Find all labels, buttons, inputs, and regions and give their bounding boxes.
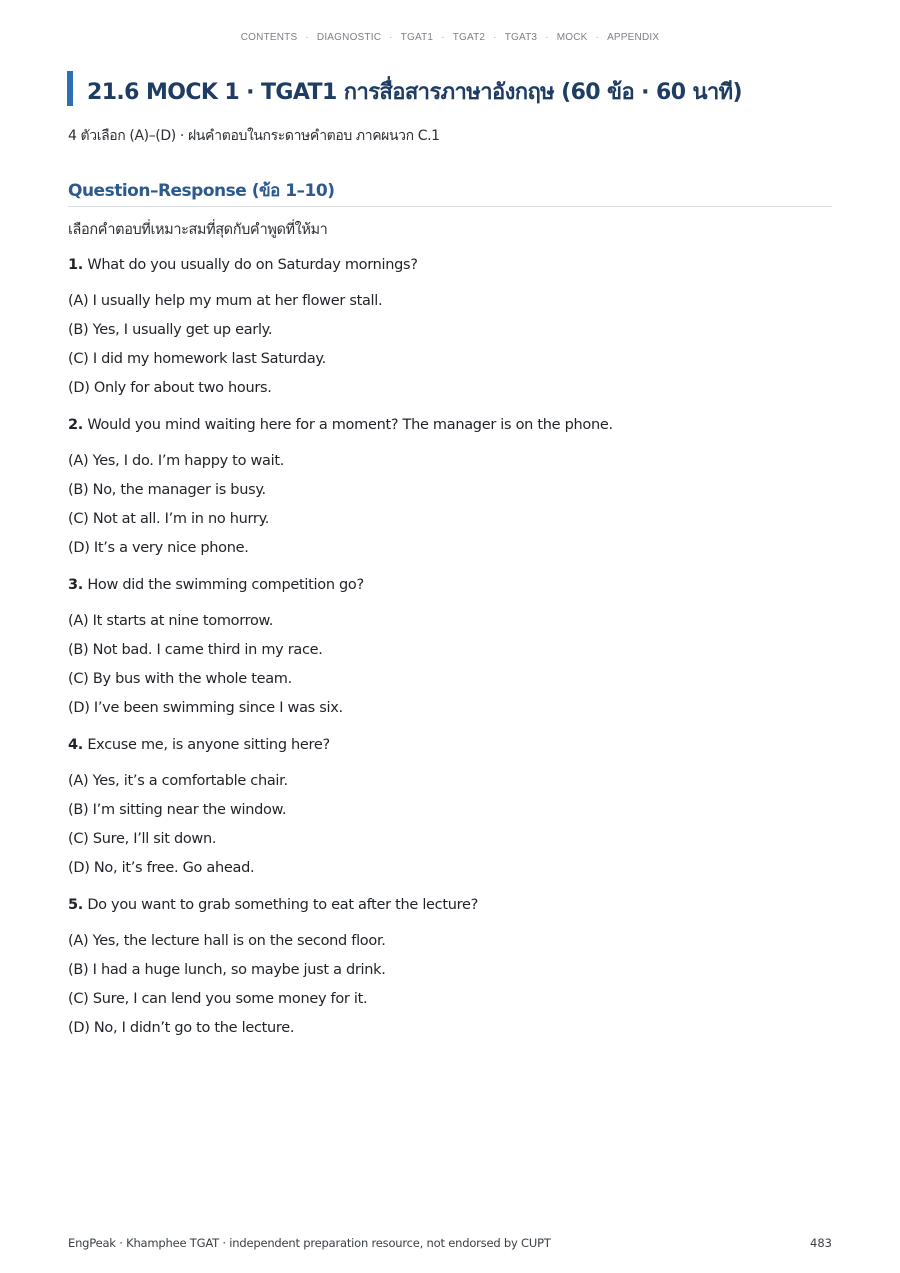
option-a: (A) Yes, it’s a comfortable chair. (68, 773, 288, 789)
option-a: (A) Yes, the lecture hall is on the second floor. (68, 933, 386, 949)
question-2 (68, 414, 832, 566)
page-number: 483 (810, 1236, 832, 1250)
question-number: 3. (68, 577, 83, 593)
option-d: (D) No, I didn’t go to the lecture. (68, 1020, 295, 1036)
question-text: Would you mind waiting here for a moment? The manager is on the phone. (87, 417, 613, 433)
question-prompt (68, 894, 832, 916)
option-c: (C) By bus with the whole team. (68, 671, 292, 687)
option-b: (B) Yes, I usually get up early. (68, 322, 273, 338)
option-d: (D) No, it’s free. Go ahead. (68, 860, 255, 876)
option-a: (A) I usually help my mum at her flower stall. (68, 293, 383, 309)
nav-separator: · (305, 32, 309, 43)
question-number: 4. (68, 737, 83, 753)
option-d: (D) I’ve been swimming since I was six. (68, 700, 343, 716)
question-prompt (68, 254, 832, 276)
nav-link-tgat3[interactable]: TGAT3 (504, 32, 538, 43)
option-a: (A) It starts at nine tomorrow. (68, 613, 274, 629)
question-1 (68, 254, 832, 406)
question-text: Do you want to grab something to eat after the lecture? (87, 897, 478, 913)
nav-separator: · (595, 32, 600, 43)
nav-link-mock[interactable]: MOCK (556, 32, 588, 43)
page-title: 21.6 MOCK 1 · TGAT1 การสื่อสารภาษาอังกฤษ (60 ข้อ · 60 นาที) (87, 80, 743, 105)
option-b: (B) Not bad. I came third in my race. (68, 642, 323, 658)
option-b: (B) I’m sitting near the window. (68, 802, 287, 818)
question-number: 1. (68, 257, 83, 273)
nav-link-diagnostic[interactable]: DIAGNOSTIC (316, 32, 382, 43)
question-4 (68, 734, 832, 886)
option-c: (C) I did my homework last Saturday. (68, 351, 326, 367)
question-text: How did the swimming competition go? (87, 577, 364, 593)
question-number: 2. (68, 417, 83, 433)
nav-separator: · (545, 32, 549, 43)
option-d: (D) It’s a very nice phone. (68, 540, 249, 556)
question-prompt (68, 574, 832, 596)
nav-separator: · (441, 32, 445, 43)
top-navigation (0, 32, 900, 43)
title-accent-bar (67, 71, 73, 106)
nav-separator: · (389, 32, 393, 43)
option-b: (B) I had a huge lunch, so maybe just a drink. (68, 962, 386, 978)
option-c: (C) Sure, I’ll sit down. (68, 831, 217, 847)
section-divider (68, 206, 832, 207)
question-prompt (68, 414, 832, 436)
option-b: (B) No, the manager is busy. (68, 482, 266, 498)
nav-link-appendix[interactable]: APPENDIX (607, 32, 660, 43)
nav-link-contents[interactable]: CONTENTS (240, 32, 298, 43)
footer-credit: EngPeak · Khamphee TGAT · independent preparation resource, not endorsed by CUPT (68, 1236, 551, 1250)
question-3 (68, 574, 832, 726)
nav-link-tgat2[interactable]: TGAT2 (452, 32, 486, 43)
option-c: (C) Not at all. I’m in no hurry. (68, 511, 270, 527)
question-number: 5. (68, 897, 83, 913)
option-a: (A) Yes, I do. I’m happy to wait. (68, 453, 285, 469)
question-list (68, 254, 832, 1054)
nav-separator: · (493, 32, 497, 43)
section-heading: Question–Response (ข้อ 1–10) (68, 181, 335, 201)
question-5 (68, 894, 832, 1046)
nav-link-tgat1[interactable]: TGAT1 (400, 32, 434, 43)
option-d: (D) Only for about two hours. (68, 380, 272, 396)
section-instruction: เลือกคำตอบที่เหมาะสมที่สุดกับคำพูดที่ให้มา (68, 222, 328, 238)
option-c: (C) Sure, I can lend you some money for it. (68, 991, 368, 1007)
page-subtitle: 4 ตัวเลือก (A)–(D) · ฝนคำตอบในกระดาษคำตอบ ภาคผนวก C.1 (68, 128, 440, 144)
question-text: What do you usually do on Saturday mornings? (87, 257, 418, 273)
question-prompt (68, 734, 832, 756)
question-text: Excuse me, is anyone sitting here? (87, 737, 330, 753)
